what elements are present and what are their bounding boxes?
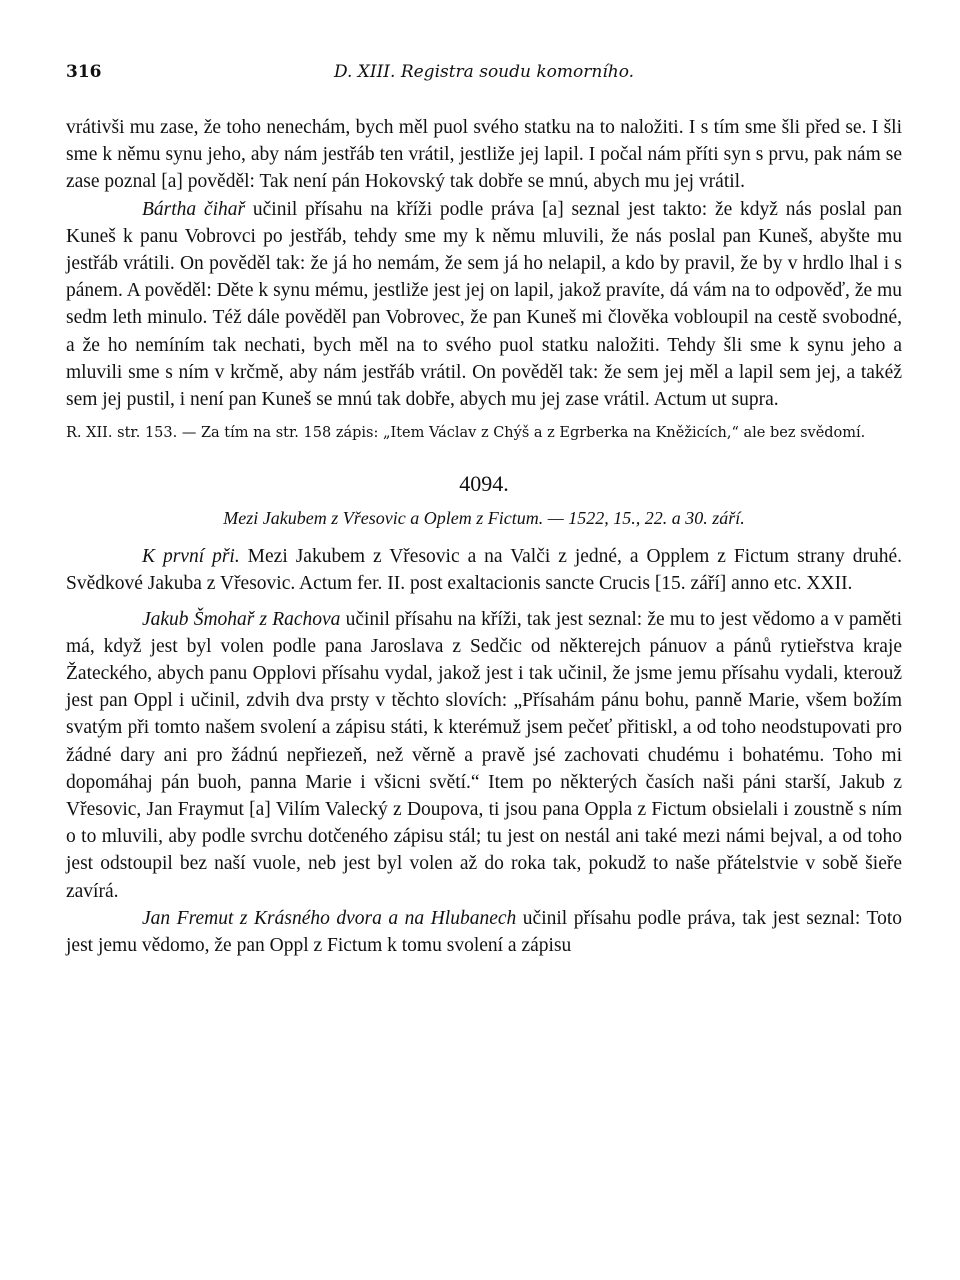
- paragraph-fremut-testimony: [66, 905, 902, 959]
- footnote: R. XII. str. 153. — Za tím na str. 158 zápis: „Item Václav z Chýš a z Egrberka na Kněžicích,“ ale bez svědomí.: [66, 425, 866, 442]
- testimony-text: učinil přísahu na kříži podle práva [a] seznal jest takto: že když nás poslal pan Kuneš k panu Vobrovci po jestřáb, tehdy sme my k němu mluvili, že nás poslal pan Kuneš, abyšte mu jestřáb vrátili. On pověděl tak: že já ho nemám, že sem já ho nelapil, a kdo by pravil, že by v hrdlo lhal i s pánem. A pověděl: Děte k synu mému, jestliže jest jej on lapil, jakož pravíte, dá vám na to odpověď, že mu sedm leth minulo. Též dále pověděl pan Vobrovec, že pan Kuneš mi člověka vobloupil na cestě svobodné, a že ho nemíním tak nechati, bych měl na to svého puol statku naložiti. Tehdy šli sme k synu jeho a mluvili sme s ním v krčmě, aby nám jestřáb vrátil. On pověděl tak: že sem jej měl a lapil sem jej, a takéž sem jej pustil, i není pan Kuneš se mnú tak dobře, abych mu jej zase vrátil. Actum ut supra.: [66, 198, 902, 411]
- paragraph-smohar-testimony: [66, 606, 902, 905]
- header-title: D. XIII. Registra soudu komorního.: [333, 62, 635, 82]
- witness-name: Jan Fremut z Krásného dvora a na Hlubanech: [142, 907, 517, 929]
- case-intro-text: Mezi Jakubem z Vřesovic a na Valči z jedné, a Opplem z Fictum strany druhé. Svědkové Jakuba z Vřesovic. Actum fer. II. post exaltacionis sancte Crucis [15. září] anno etc. XXII.: [66, 546, 902, 595]
- witness-name: Bártha čihař: [142, 198, 246, 220]
- paragraph-bartha-testimony: [66, 196, 902, 414]
- witness-name: Jakub Šmohař z Rachova: [142, 608, 341, 630]
- book-page: [66, 62, 902, 959]
- case-lead: K první při.: [142, 546, 240, 568]
- running-head: [66, 62, 902, 88]
- paragraph-continuation: vrátivši mu zase, že toho nenechám, bych měl puol svého statku na to naložiti. I s tím sme šli před se. I šli sme k němu synu jeho, aby nám jestřáb ten vrátil, jestliže jej lapil. I počal nám příti syn s prvu, pak nám se zase poznal [a] pověděl: Tak není pán Hokovský tak dobře se mnú, abych mu jej vrátil.: [66, 117, 902, 193]
- paragraph-case-intro: [66, 543, 902, 597]
- testimony-text: učinil přísahu podle práva, tak jest seznal: Toto jest jemu vědomo, že pan Oppl z Fictum k tomu svolení a zápisu: [66, 907, 902, 957]
- document-number: 4094.: [459, 471, 509, 497]
- page-number: 316: [66, 62, 102, 82]
- document-heading: Mezi Jakubem z Vřesovic a Oplem z Fictum. — 1522, 15., 22. a 30. září.: [223, 508, 745, 529]
- testimony-text: učinil přísahu na kříži, tak jest seznal: že mu to jest vědomo a v paměti má, když jest byl volen podle pana Jaroslava z Sedčic od některejch pánuov a pánů rytieřstva kraje Žateckého, abych panu Opplovi přísahu vydal, jakož jest i tak učinil, že jsme jemu přísahu vydali, kterouž jest pan Oppl i učinil, zdvih dva prsty v těchto slovích: „Přísahám pánu bohu, panně Marie, všem božím svatým při tomto našem svolení a zápisu státi, k kterémuž jsem pečeť přitiskl, a od toho neodstupovati pro žádné dary ani pro žádnú nepřiezeň, než věrně a pravě jsé zachovati chudému i bohatému. Toho mi dopomáhaj pán buoh, panna Marie i všicni světí.“ Item po některých časích naši páni starší, Jakub z Vřesovic, Jan Fraymut [a] Vilím Valecký z Doupova, ti jsou pana Oppla z Fictum obsielali i zoustně s ním o to mluvili, aby podle svrchu dotčeného zápisu stál; tu jest on nestál ani také mezi námi bejval, a od toho jest odstoupil bez naší vuole, neb jest byl volen až do roka tak, pokudž to naše přátelstvie v sobě šieře zavírá.: [66, 608, 902, 902]
